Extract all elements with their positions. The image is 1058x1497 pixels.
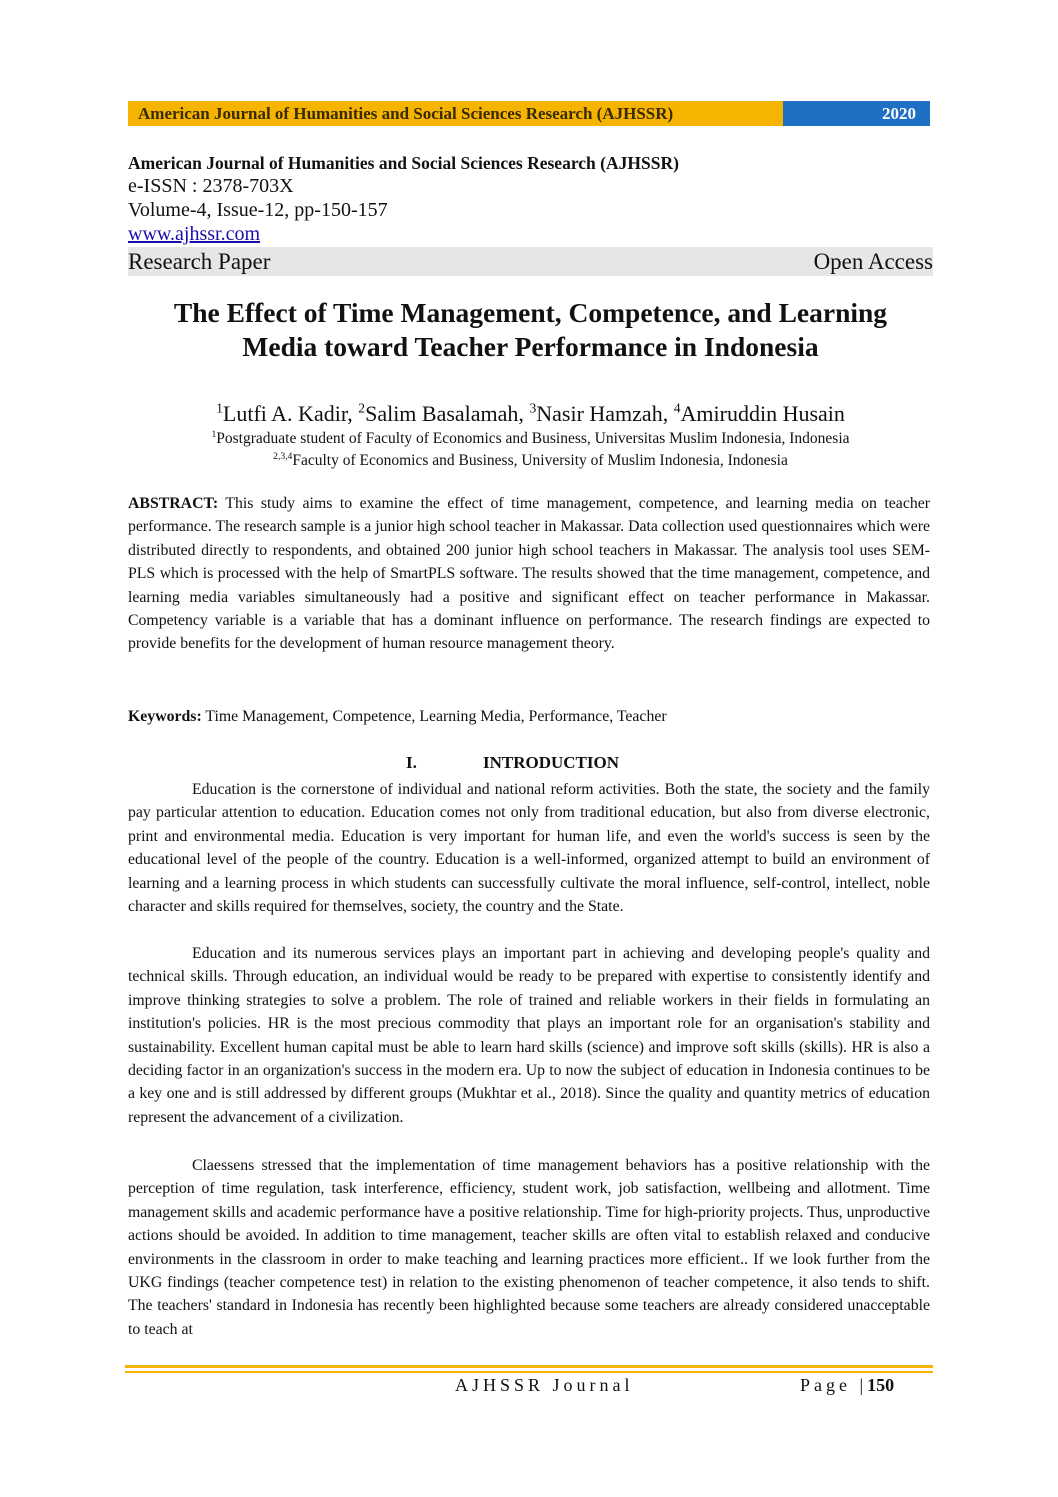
abstract-text: This study aims to examine the effect of time management, competence, and learning media on teacher performance. The research sample is a junior high school teacher in Makassar. Data collection used questionnaires which were distributed directly to respondents, and obtained 200 junior high school teachers in Makassar. The analysis tool uses SEM-PLS which is processed with the help of SmartPLS software. The results showed that the time management, competence, and learning media variables simultaneously had a positive and significant effect on teacher performance in Makassar. Competency variable is a variable that has a dominant influence on performance. The research findings are expected to provide benefits for the development of human resource management theory. — [128, 495, 930, 653]
title-line-2: Media toward Teacher Performance in Indonesia — [242, 331, 819, 362]
affiliation-1-index: 1 — [211, 428, 217, 440]
abstract-label: ABSTRACT: — [128, 495, 219, 512]
meta-journal-name: American Journal of Humanities and Social Sciences Research (AJHSSR) — [128, 153, 679, 173]
paper-type-bar — [128, 247, 933, 276]
page-label: Page | — [800, 1375, 868, 1395]
keywords-label: Keywords: — [128, 708, 202, 725]
affiliation-2-text: Faculty of Economics and Business, University of Muslim Indonesia, Indonesia — [292, 452, 788, 469]
author-list — [128, 400, 933, 428]
author-2: Salim Basalamah, — [365, 401, 530, 426]
access-type: Open Access — [813, 249, 933, 274]
journal-header-bar — [128, 101, 930, 126]
section-title: INTRODUCTION — [483, 753, 620, 772]
author-3-index: 3 — [529, 400, 537, 416]
body-paragraph-3: Claessens stressed that the implementation of time management behaviors has a positive relationship with the perception of time regulation, task interference, efficiency, student work, job satisfaction, wellbeing and allotment. Time management skills and academic performance have a positive relationship. Time for high-priority projects. Thus, unproductive actions should be avoided. In addition to time management, teacher skills are often vital to establish relaxed and conducive environments in the classroom in order to make teaching and learning practices more efficient.. If we look further from the UKG findings (teacher competence test) in relation to the existing phenomenon of teacher competence, it also tends to shift. The teachers' standard in Indonesia has recently been highlighted because some teachers are already considered unacceptable to teach at — [128, 1157, 930, 1338]
title-line-1: The Effect of Time Management, Competence, and Learning — [173, 297, 888, 328]
author-1: Lutfi A. Kadir, — [222, 401, 359, 426]
body-paragraph-1: Education is the cornerstone of individual and national reform activities. Both the state, the society and the family pay particular attention to education. Education comes not only from traditional education, but also from diverse electronic, print and environmental media. Education is very important for human life, and even the world's success is seen by the educational level of the people of the country. Education is a well-informed, organized attempt to build an environment of learning and a learning process in which students can successfully cultivate the moral influence, self-control, intellect, noble character and skills required for themselves, society, the country and the State. — [128, 781, 930, 916]
abstract — [128, 492, 930, 656]
affiliation-2 — [128, 451, 933, 471]
website-link[interactable]: www.ajhssr.com — [128, 223, 261, 245]
author-2-index: 2 — [358, 400, 366, 416]
keywords-text: Time Management, Competence, Learning Media, Performance, Teacher — [201, 708, 667, 725]
affiliation-1-text: Postgraduate student of Faculty of Economics and Business, Universitas Muslim Indonesia, Indonesia — [216, 430, 850, 447]
section-number: I. — [406, 753, 417, 772]
footer-rule-thick — [125, 1365, 933, 1368]
paper-title — [128, 296, 933, 364]
issn: e-ISSN : 2378-703X — [128, 175, 294, 197]
author-4: Amiruddin Husain — [680, 401, 845, 426]
publication-meta — [128, 152, 933, 276]
year-badge: 2020 — [783, 101, 930, 126]
body-paragraph-2: Education and its numerous services plays an important part in achieving and developing people's quality and technical skills. Through education, an individual would be ready to be prepared with expertise to consistently identify and improve thinking strategies to solve a problem. The role of trained and reliable workers in their fields in formulating an institution's policies. HR is the most precious commodity that plays an important role for an organisation's stability and sustainability. Excellent human capital must be able to learn hard skills (science) and improve soft skills (skills). HR is also a deciding factor in an organization's success in the modern era. Up to now the subject of education in Indonesia continues to be a key one and is still addressed by different groups (Mukhtar et al., 2018). Since the quality and quantity metrics of education represent the advancement of a civilization. — [128, 945, 930, 1126]
author-3: Nasir Hamzah, — [536, 401, 674, 426]
volume-issue: Volume-4, Issue-12, pp-150-157 — [128, 199, 388, 221]
footer-rule-thin — [125, 1371, 933, 1373]
affiliation-2-index: 2,3,4 — [273, 450, 293, 462]
page-number: 150 — [867, 1375, 895, 1395]
paper-type: Research Paper — [128, 249, 271, 274]
author-4-index: 4 — [673, 400, 681, 416]
footer-page — [800, 1375, 894, 1396]
keywords — [128, 705, 930, 728]
footer-journal: AJHSSR Journal — [455, 1375, 634, 1395]
affiliation-1 — [128, 429, 933, 449]
journal-banner: American Journal of Humanities and Social Sciences Research (AJHSSR) — [128, 101, 783, 126]
author-1-index: 1 — [216, 400, 223, 416]
